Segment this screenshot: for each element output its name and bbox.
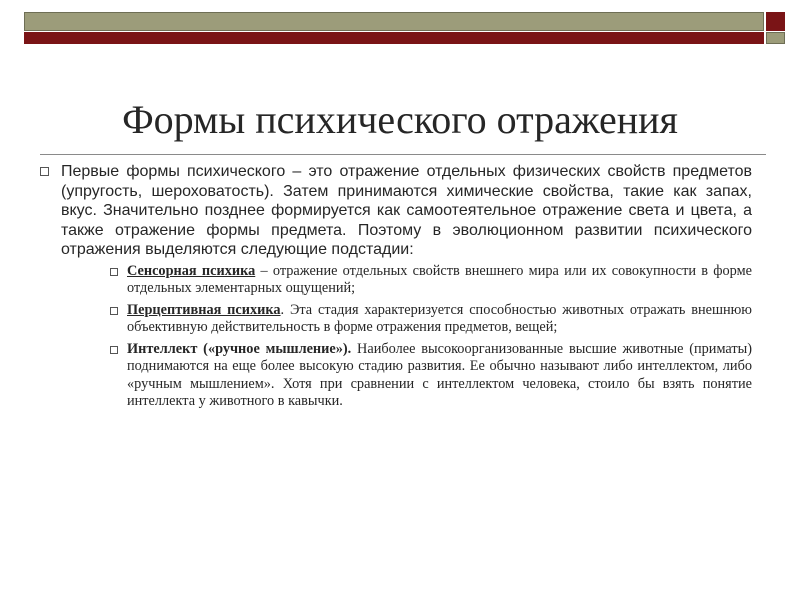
header-red-square [766, 12, 785, 31]
item-text: Наиболее высокоорганизованные высшие животные (приматы) поднимаются на еще более высокую стадию развития. Ее обычно называют либо интеллектом, либо «ручным мышлением». Хотя при сравнении с интеллектом человека, стоило бы взять понятие интеллекта у животного в кавычки. [127, 340, 753, 409]
list-item [40, 302, 752, 337]
item-term: Сенсорная психика [127, 262, 256, 279]
square-bullet-icon [110, 268, 118, 276]
item-term: Перцептивная психика [127, 301, 281, 318]
square-bullet-icon [110, 307, 118, 315]
header-olive-bar [24, 12, 764, 31]
slide-title: Формы психического отражения [122, 97, 678, 142]
slide-body [40, 162, 752, 415]
list-item [40, 341, 752, 411]
intro-text: Первые формы психического – это отражение отдельных физических свойств предметов (упругость, шероховатость). Затем принимаются химические свойства, такие как запах, вкус. Значительно позднее формируется как самоотеятельное отражение света и цвета, а также отражение формы предмета. Поэтому в эволюционном развитии психического отражения выделяются следующие подстадии: [61, 163, 752, 258]
item-text: . Эта стадия характеризуется способностью животных отражать внешнюю объективную действительность в форме отражения предметов, вещей; [127, 301, 752, 335]
item-text: – отражение отдельных свойств внешнего мира или их совокупности в форме отдельных элементарных ощущений; [127, 262, 752, 296]
title-divider [40, 154, 766, 155]
header-red-bar [24, 32, 764, 44]
list-item [40, 263, 752, 298]
header-olive-square [766, 32, 785, 44]
intro-paragraph [40, 162, 752, 260]
square-bullet-icon [110, 346, 118, 354]
item-term: Интеллект («ручное мышление»). [127, 340, 352, 357]
square-bullet-icon [40, 167, 49, 176]
